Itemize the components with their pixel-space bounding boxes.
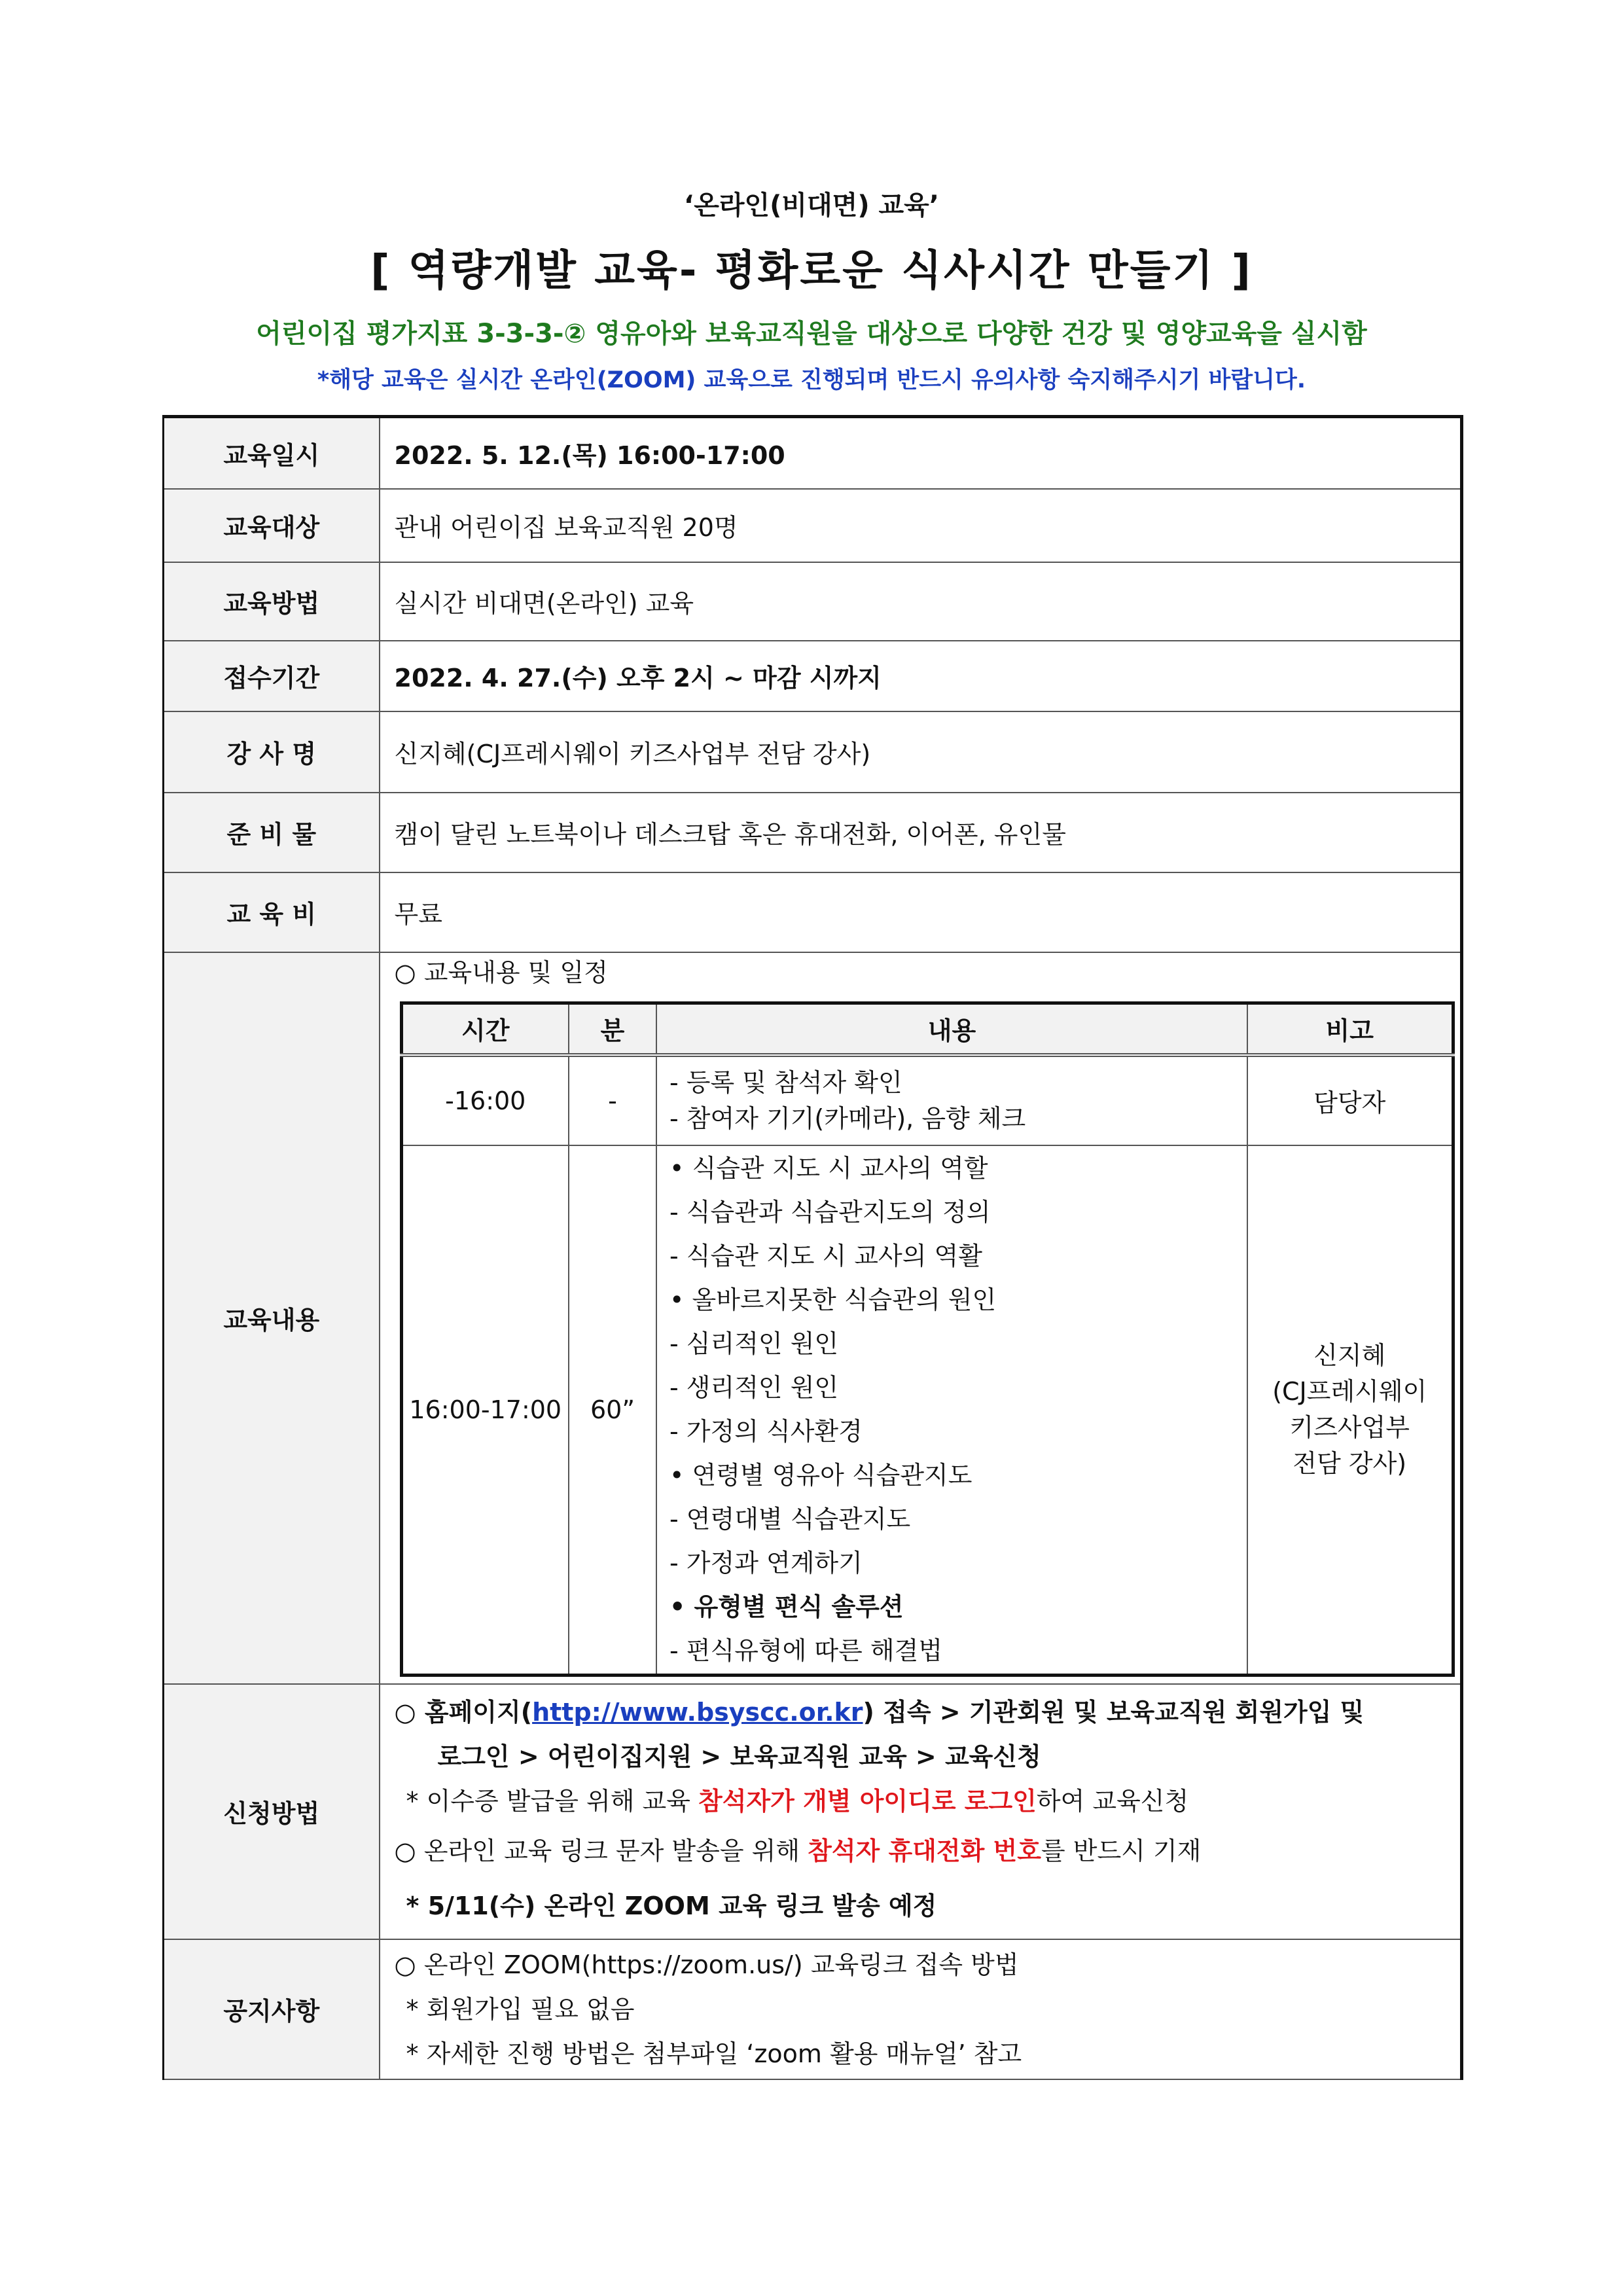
schedule-table bbox=[400, 1001, 1455, 1677]
row2-note-line: (CJ프레시웨이 bbox=[1272, 1376, 1427, 1406]
apply-line-3-a: * 이수증 발급을 위해 교육 bbox=[406, 1786, 698, 1816]
apply-line-3 bbox=[380, 1779, 1461, 1823]
row-lecturer bbox=[164, 711, 1462, 793]
notice-line: * 회원가입 필요 없음 bbox=[406, 1994, 635, 2024]
header-content: 내용 bbox=[656, 1003, 1247, 1055]
apply-line-1 bbox=[380, 1690, 1461, 1734]
row2-line: - 식습관과 식습관지도의 정의 bbox=[669, 1197, 991, 1227]
notice-label: 공지사항 bbox=[164, 1939, 380, 2079]
period-label: 접수기간 bbox=[164, 641, 380, 711]
row2-line: - 가정의 식사환경 bbox=[669, 1416, 863, 1446]
row-notice bbox=[164, 1939, 1462, 2079]
row2-line: - 심리적인 원인 bbox=[669, 1329, 839, 1358]
lecturer-label: 강 사 명 bbox=[164, 711, 380, 793]
fee-value: 무료 bbox=[380, 872, 1462, 952]
apply-line-4-red: 참석자 휴대전화 번호 bbox=[808, 1836, 1041, 1865]
period-value: 2022. 4. 27.(수) 오후 2시 ~ 마감 시까지 bbox=[380, 641, 1462, 711]
row1-minutes: - bbox=[569, 1055, 656, 1145]
row1-note: 담당자 bbox=[1247, 1055, 1453, 1145]
supplies-value: 캠이 달린 노트북이나 데스크탑 혹은 휴대전화, 이어폰, 유인물 bbox=[380, 793, 1462, 872]
row2-note-line: 키즈사업부 bbox=[1289, 1412, 1410, 1442]
row-date bbox=[164, 417, 1462, 489]
notice-text: *해당 교육은 실시간 온라인(ZOOM) 교육으로 진행되며 반드시 유의사항 숙지해주시기 바랍니다. bbox=[317, 367, 1306, 393]
date-label: 교육일시 bbox=[164, 417, 380, 489]
row2-line: • 연령별 영유아 식습관지도 bbox=[669, 1460, 972, 1490]
row2-note-line: 전담 강사) bbox=[1293, 1448, 1407, 1478]
row2-minutes: 60” bbox=[569, 1145, 656, 1676]
row1-content bbox=[656, 1055, 1247, 1145]
schedule-row bbox=[401, 1055, 1453, 1145]
evaluation-indicator: 어린이집 평가지표 3-3-3-② 영유아와 보육교직원을 대상으로 다양한 건강 및 영양교육을 실시함 bbox=[256, 319, 1367, 349]
apply-line-3-b: 하여 교육신청 bbox=[1036, 1786, 1189, 1816]
method-value: 실시간 비대면(온라인) 교육 bbox=[380, 562, 1462, 641]
notice-line: * 자세한 진행 방법은 첨부파일 ‘zoom 활용 매뉴얼’ 참고 bbox=[406, 2039, 1022, 2068]
row2-note-line: 신지혜 bbox=[1313, 1340, 1386, 1370]
header-note: 비고 bbox=[1247, 1003, 1453, 1055]
lecturer-value: 신지혜(CJ프레시웨이 키즈사업부 전담 강사) bbox=[380, 711, 1462, 793]
document-title: [ 역량개발 교육- 평화로운 식사시간 만들기 ] bbox=[370, 247, 1253, 295]
row2-line: • 유형별 편식 솔루션 bbox=[669, 1592, 904, 1621]
notice-line: ○ 온라인 ZOOM(https://zoom.us/) 교육링크 접속 방법 bbox=[394, 1950, 1019, 1979]
content-label: 교육내용 bbox=[164, 952, 380, 1684]
row2-line: • 식습관 지도 시 교사의 역할 bbox=[669, 1153, 988, 1183]
apply-line-4-b: 를 반드시 기재 bbox=[1041, 1836, 1202, 1865]
apply-line-4-a: ○ 온라인 교육 링크 문자 발송을 위해 bbox=[394, 1836, 808, 1865]
row1-time: -16:00 bbox=[401, 1055, 569, 1145]
row-method bbox=[164, 562, 1462, 641]
homepage-link[interactable]: http://www.bsyscc.or.kr bbox=[532, 1697, 863, 1727]
row2-line: - 식습관 지도 시 교사의 역활 bbox=[669, 1241, 982, 1270]
row-fee bbox=[164, 872, 1462, 952]
apply-line-1-a: ○ 홈페이지( bbox=[394, 1697, 533, 1727]
row-supplies bbox=[164, 793, 1462, 872]
schedule-row bbox=[401, 1145, 1453, 1676]
apply-line-5: * 5/11(수) 온라인 ZOOM 교육 링크 발송 예정 bbox=[406, 1891, 937, 1920]
row1-line: - 등록 및 참석자 확인 bbox=[669, 1067, 902, 1097]
supplies-label: 준 비 물 bbox=[164, 793, 380, 872]
row-content bbox=[164, 952, 1462, 1684]
education-info-table bbox=[162, 415, 1463, 2080]
row2-time: 16:00-17:00 bbox=[401, 1145, 569, 1676]
content-heading: ○ 교육내용 및 일정 bbox=[394, 958, 608, 987]
apply-line-2: 로그인 > 어린이집지원 > 보육교직원 교육 > 교육신청 bbox=[437, 1742, 1041, 1771]
row2-line: • 올바르지못한 식습관의 원인 bbox=[669, 1285, 997, 1314]
row2-line: - 생리적인 원인 bbox=[669, 1372, 839, 1402]
row-target bbox=[164, 489, 1462, 562]
date-value: 2022. 5. 12.(목) 16:00-17:00 bbox=[380, 417, 1462, 489]
row2-line: - 가정과 연계하기 bbox=[669, 1548, 863, 1577]
header-minutes: 분 bbox=[569, 1003, 656, 1055]
target-value: 관내 어린이집 보육교직원 20명 bbox=[380, 489, 1462, 562]
row-period bbox=[164, 641, 1462, 711]
method-label: 교육방법 bbox=[164, 562, 380, 641]
apply-line-4 bbox=[380, 1823, 1461, 1878]
document-subtitle: ‘온라인(비대면) 교육’ bbox=[684, 190, 939, 221]
row2-content bbox=[656, 1145, 1247, 1676]
apply-line-1-b: ) 접속 > 기관회원 및 보육교직원 회원가입 및 bbox=[863, 1697, 1364, 1727]
header-time: 시간 bbox=[401, 1003, 569, 1055]
apply-line-3-red: 참석자가 개별 아이디로 로그인 bbox=[698, 1786, 1037, 1816]
row2-line: - 연령대별 식습관지도 bbox=[669, 1504, 911, 1534]
target-label: 교육대상 bbox=[164, 489, 380, 562]
row-apply bbox=[164, 1684, 1462, 1939]
row2-note bbox=[1247, 1145, 1453, 1676]
apply-label: 신청방법 bbox=[164, 1684, 380, 1939]
fee-label: 교 육 비 bbox=[164, 872, 380, 952]
row1-line: - 참여자 기기(카메라), 음향 체크 bbox=[669, 1103, 1026, 1133]
row2-line: - 편식유형에 따른 해결법 bbox=[669, 1636, 943, 1665]
schedule-header-row bbox=[401, 1003, 1453, 1055]
